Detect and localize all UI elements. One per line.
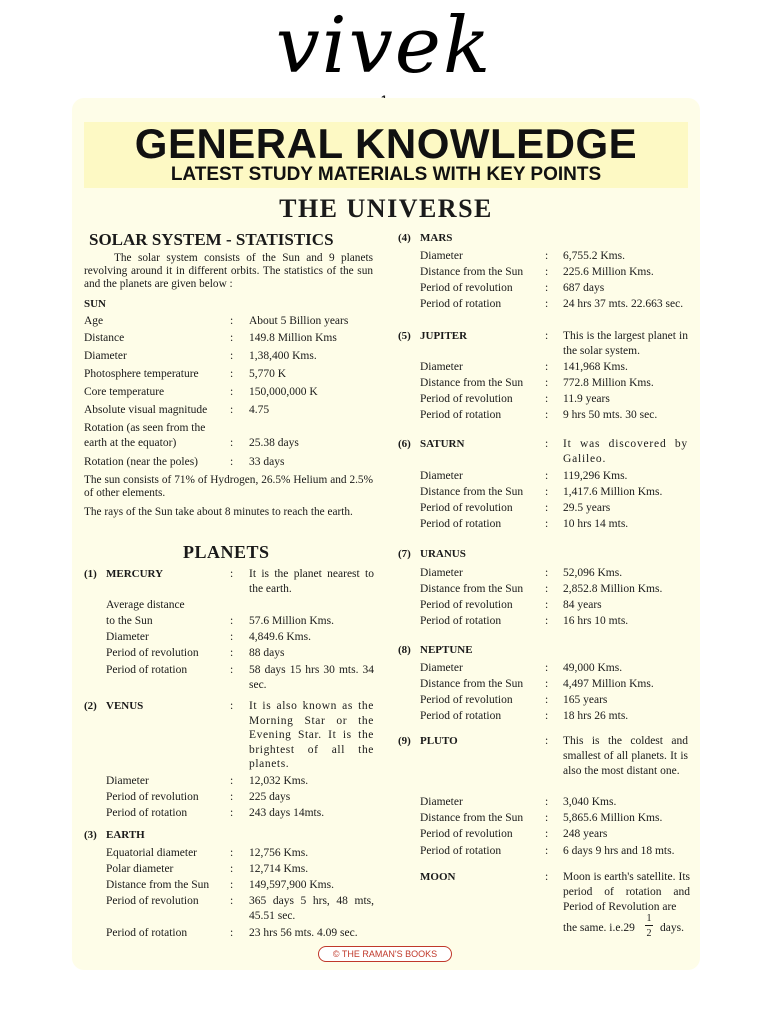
colon: : xyxy=(545,282,549,294)
stat-label: Period of rotation xyxy=(420,710,502,722)
stat-label: Rotation (as seen from the xyxy=(84,422,206,434)
stat-value: 141,968 Kms. xyxy=(563,361,628,373)
sun-composition-note: The sun consists of 71% of Hydrogen, 26.5% Helium and 2.5% of other elements. xyxy=(84,474,373,499)
colon: : xyxy=(545,361,549,373)
stat-value: 49,000 Kms. xyxy=(563,662,623,674)
colon: : xyxy=(230,631,234,643)
moon-description: Moon is earth's satellite. Its period of rotation and Period of Revolution are xyxy=(563,871,690,913)
stat-value: 88 days xyxy=(249,647,285,659)
brand-logo: vivek xyxy=(275,1,493,91)
stat-label: Diameter xyxy=(420,662,463,674)
publisher-badge: © THE RAMAN'S BOOKS xyxy=(318,946,452,962)
stat-label: Period of rotation xyxy=(420,298,502,310)
stat-label: Period of revolution xyxy=(420,282,513,294)
colon: : xyxy=(230,895,234,907)
colon: : xyxy=(230,775,234,787)
stat-value: 5,770 K xyxy=(249,368,287,380)
stat-label: Diameter xyxy=(420,361,463,373)
colon: : xyxy=(545,438,549,450)
stat-value: 225.6 Million Kms. xyxy=(563,266,654,278)
stat-label: Diameter xyxy=(106,631,149,643)
planet-name: PLUTO xyxy=(420,735,458,747)
fraction-numerator: 1 xyxy=(646,913,652,924)
planet-name: VENUS xyxy=(106,700,144,712)
stat-label: Period of rotation xyxy=(106,927,188,939)
stat-value: 3,040 Kms. xyxy=(563,796,617,808)
stat-label: Diameter xyxy=(420,796,463,808)
stat-value: 1,38,400 Kms. xyxy=(249,350,317,362)
colon: : xyxy=(230,386,234,398)
colon: : xyxy=(230,863,234,875)
planet-number: (8) xyxy=(398,644,411,656)
stat-value: 4.75 xyxy=(249,404,270,416)
stat-value: 2,852.8 Million Kms. xyxy=(563,583,663,595)
stat-value: 6 days 9 hrs and 18 mts. xyxy=(563,845,675,857)
fraction-bar xyxy=(645,925,653,926)
colon: : xyxy=(545,796,549,808)
stat-label: Period of revolution xyxy=(106,791,199,803)
stat-label: Period of revolution xyxy=(420,393,513,405)
colon: : xyxy=(230,315,234,327)
stat-label: Polar diameter xyxy=(106,863,174,875)
colon: : xyxy=(545,845,549,857)
stat-value: 9 hrs 50 mts. 30 sec. xyxy=(563,409,658,421)
stat-value: 29.5 years xyxy=(563,502,611,514)
colon: : xyxy=(545,377,549,389)
sun-heading: SUN xyxy=(84,298,107,310)
colon: : xyxy=(230,368,234,380)
stat-value: 6,755.2 Kms. xyxy=(563,250,625,262)
planet-description: It is also known as the Morning Star or the Evening Star. It is the brightest of all the planets. xyxy=(249,700,374,770)
stat-value: 225 days xyxy=(249,791,291,803)
fraction-denominator: 2 xyxy=(646,928,652,939)
colon: : xyxy=(545,871,549,883)
stat-label: Distance from the Sun xyxy=(420,266,524,278)
stat-label: Period of revolution xyxy=(420,828,513,840)
planet-name: SATURN xyxy=(420,438,465,450)
planet-number: (3) xyxy=(84,829,97,841)
planet-number: (7) xyxy=(398,548,411,560)
stat-value: 243 days 14mts. xyxy=(249,807,325,819)
stat-value: 1,417.6 Million Kms. xyxy=(563,486,663,498)
stat-value: 16 hrs 10 mts. xyxy=(563,615,629,627)
colon: : xyxy=(545,694,549,706)
colon: : xyxy=(230,615,234,627)
stat-label: earth at the equator) xyxy=(84,437,177,449)
stat-value: 12,714 Kms. xyxy=(249,863,309,875)
planet-description: This is the largest planet in the solar system. xyxy=(563,330,688,357)
stat-label: Diameter xyxy=(420,567,463,579)
colon: : xyxy=(230,332,234,344)
stat-label: Period of rotation xyxy=(106,664,188,676)
colon: : xyxy=(545,486,549,498)
stat-value: 12,032 Kms. xyxy=(249,775,309,787)
stat-value: 4,849.6 Kms. xyxy=(249,631,311,643)
colon: : xyxy=(545,470,549,482)
colon: : xyxy=(545,828,549,840)
stat-label: Diameter xyxy=(420,250,463,262)
planet-description: This is the coldest and smallest of all planets. It is also the most distant one. xyxy=(563,735,688,777)
stat-label: Period of revolution xyxy=(106,647,199,659)
stat-label: Period of rotation xyxy=(420,518,502,530)
stat-value: 12,756 Kms. xyxy=(249,847,309,859)
stat-label: Diameter xyxy=(84,350,127,362)
stat-label: to the Sun xyxy=(106,615,153,627)
planet-name: MERCURY xyxy=(106,568,164,580)
stat-value: 25.38 days xyxy=(249,437,299,449)
colon: : xyxy=(545,662,549,674)
colon: : xyxy=(545,599,549,611)
stat-value: 84 years xyxy=(563,599,602,611)
stat-value: 24 hrs 37 mts. 22.663 sec. xyxy=(563,298,684,310)
stat-label: Rotation (near the poles) xyxy=(84,456,199,468)
colon: : xyxy=(230,700,234,712)
planet-number: (4) xyxy=(398,232,411,244)
stat-label: Distance from the Sun xyxy=(420,583,524,595)
planet-name: EARTH xyxy=(106,829,145,841)
stat-label: Core temperature xyxy=(84,386,165,398)
colon: : xyxy=(230,807,234,819)
colon: : xyxy=(545,678,549,690)
planet-name: JUPITER xyxy=(420,330,468,342)
colon: : xyxy=(545,567,549,579)
colon: : xyxy=(230,350,234,362)
stat-label: Distance from the Sun xyxy=(420,812,524,824)
stat-label: Absolute visual magnitude xyxy=(84,404,208,416)
colon: : xyxy=(230,879,234,891)
colon: : xyxy=(545,266,549,278)
stat-value: 772.8 Million Kms. xyxy=(563,377,654,389)
stat-label: Distance from the Sun xyxy=(420,377,524,389)
stat-label: Period of rotation xyxy=(420,615,502,627)
stat-value: 150,000,000 K xyxy=(249,386,318,398)
colon: : xyxy=(545,518,549,530)
colon: : xyxy=(545,502,549,514)
stat-value: 52,096 Kms. xyxy=(563,567,623,579)
stat-value: 4,497 Million Kms. xyxy=(563,678,654,690)
colon: : xyxy=(230,647,234,659)
stat-value: 149,597,900 Kms. xyxy=(249,879,334,891)
stat-value: 33 days xyxy=(249,456,285,468)
colon: : xyxy=(545,330,549,342)
stat-label: Distance from the Sun xyxy=(420,486,524,498)
stat-value: 149.8 Million Kms xyxy=(249,332,337,344)
planet-description: It was discovered by Galileo. xyxy=(563,438,688,465)
stat-label: Distance from the Sun xyxy=(420,678,524,690)
colon: : xyxy=(230,404,234,416)
stat-label: Distance from the Sun xyxy=(106,879,210,891)
stat-label: Period of rotation xyxy=(420,409,502,421)
stat-label: Diameter xyxy=(106,775,149,787)
intro-paragraph: The solar system consists of the Sun and 9 planets revolving around it in different orbits. The statistics of the sun and the planets are given below : xyxy=(84,252,373,290)
colon: : xyxy=(230,847,234,859)
page-subtitle: LATEST STUDY MATERIALS WITH KEY POINTS xyxy=(170,164,602,185)
planet-description: It is the planet nearest to the earth. xyxy=(249,568,374,595)
stat-label: Photosphere temperature xyxy=(84,368,199,380)
stat-value: 165 years xyxy=(563,694,608,706)
stat-value: 10 hrs 14 mts. xyxy=(563,518,629,530)
stat-label: Distance xyxy=(84,332,125,344)
colon: : xyxy=(230,791,234,803)
planet-number: (5) xyxy=(398,330,411,342)
planets-heading: PLANETS xyxy=(183,542,270,562)
stat-value: 57.6 Million Kms. xyxy=(249,615,334,627)
planet-number: (6) xyxy=(398,438,411,450)
stat-label: Average distance xyxy=(106,599,185,611)
stat-value: 119,296 Kms. xyxy=(563,470,628,482)
colon: : xyxy=(545,710,549,722)
stat-value: 11.9 years xyxy=(563,393,610,405)
page-title: GENERAL KNOWLEDGE xyxy=(134,120,638,167)
stat-label: Equatorial diameter xyxy=(106,847,198,859)
stat-value: 248 years xyxy=(563,828,608,840)
planet-name: MARS xyxy=(420,232,453,244)
stat-label: Period of rotation xyxy=(106,807,188,819)
stat-value: About 5 Billion years xyxy=(249,315,349,327)
stat-label: Diameter xyxy=(420,470,463,482)
stat-label: Age xyxy=(84,315,104,327)
colon: : xyxy=(230,664,234,676)
colon: : xyxy=(545,250,549,262)
planet-number: (9) xyxy=(398,735,411,747)
colon: : xyxy=(545,409,549,421)
colon: : xyxy=(230,927,234,939)
stat-value: 23 hrs 56 mts. 4.09 sec. xyxy=(249,927,358,939)
stat-label: Period of rotation xyxy=(420,845,502,857)
colon: : xyxy=(545,615,549,627)
stat-value: 687 days xyxy=(563,282,605,294)
colon: : xyxy=(230,568,234,580)
planet-name: NEPTUNE xyxy=(420,644,473,656)
moon-period-text: the same. i.e.29 xyxy=(563,922,635,934)
planet-number: (1) xyxy=(84,568,97,580)
planet-number: (2) xyxy=(84,700,97,712)
stat-value: 5,865.6 Million Kms. xyxy=(563,812,663,824)
moon-name: MOON xyxy=(420,871,456,883)
sun-rays-note: The rays of the Sun take about 8 minutes to reach the earth. xyxy=(84,506,353,518)
stat-label: Period of revolution xyxy=(106,895,199,907)
moon-period-unit: days. xyxy=(660,922,684,934)
stat-value: 58 days 15 hrs 30 mts. 34 sec. xyxy=(249,664,374,691)
colon: : xyxy=(545,583,549,595)
stat-label: Period of revolution xyxy=(420,599,513,611)
colon: : xyxy=(545,298,549,310)
colon: : xyxy=(545,393,549,405)
stat-value: 365 days 5 hrs, 48 mts, 45.51 sec. xyxy=(249,895,374,922)
chapter-title: THE UNIVERSE xyxy=(279,194,493,223)
colon: : xyxy=(545,735,549,747)
colon: : xyxy=(545,812,549,824)
stat-label: Period of revolution xyxy=(420,694,513,706)
section-heading-solar-system: SOLAR SYSTEM - STATISTICS xyxy=(89,230,334,249)
planet-name: URANUS xyxy=(420,548,466,560)
colon: : xyxy=(230,437,234,449)
stat-value: 18 hrs 26 mts. xyxy=(563,710,629,722)
colon: : xyxy=(230,456,234,468)
stat-label: Period of revolution xyxy=(420,502,513,514)
